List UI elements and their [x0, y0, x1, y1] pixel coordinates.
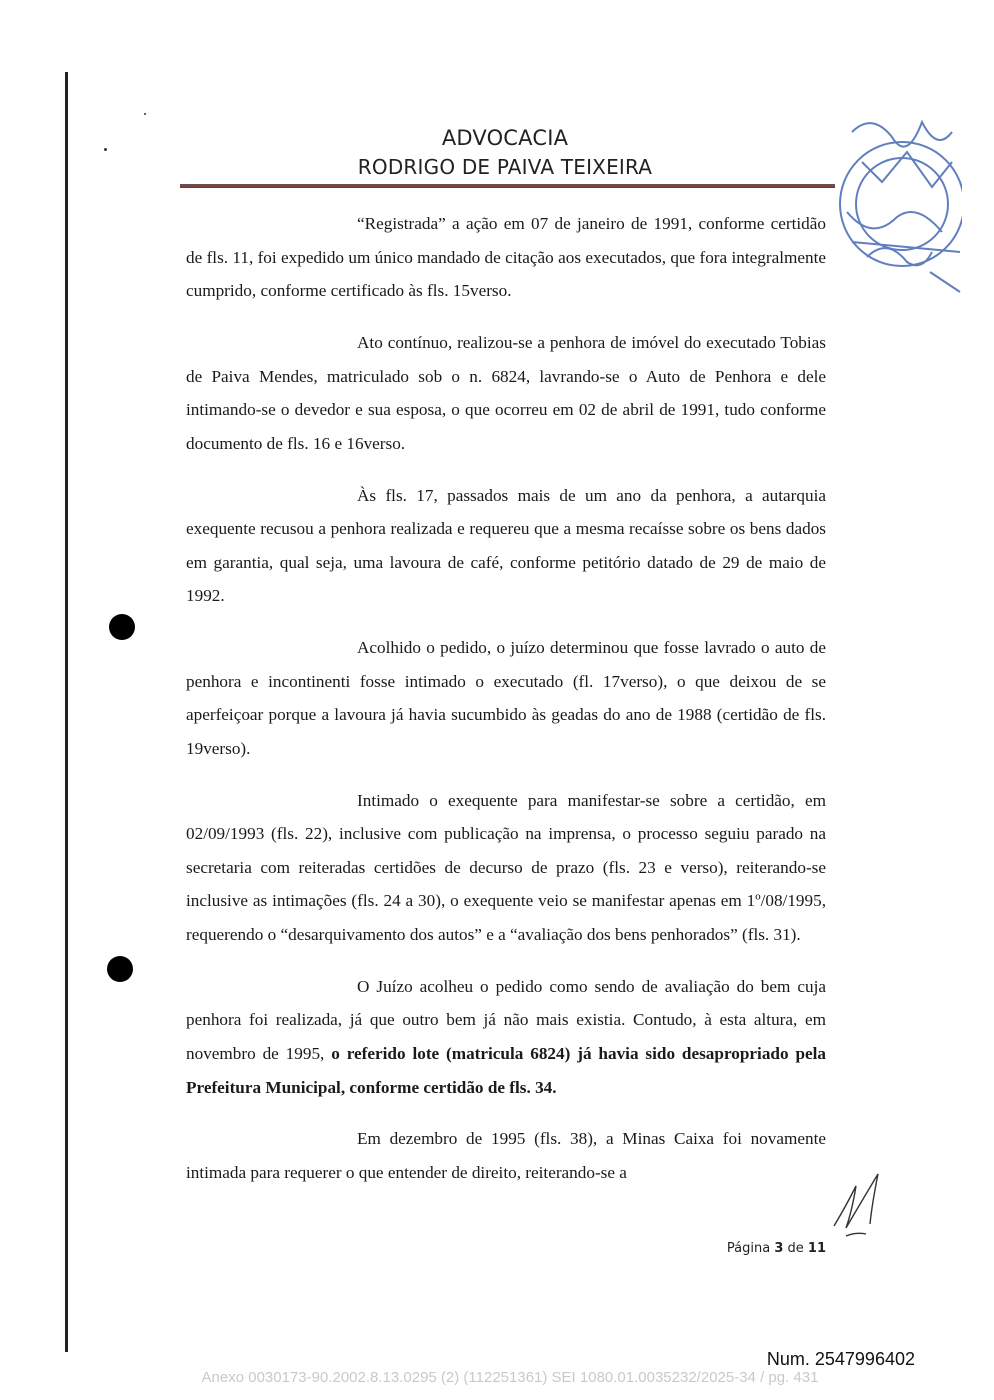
annex-footer: Anexo 0030173-90.2002.8.13.0295 (2) (112251361) SEI 1080.01.0035232/2025-34 / pg. 431: [201, 1369, 819, 1386]
paragraph: Acolhido o pedido, o juízo determinou que fosse lavrado o auto de penhora e incontinenti fosse intimado o executado (fl. 17verso), o que deixou de se aperfeiçoar porque a lavoura já havia sucumbido às geadas do ano de 1988 (certidão de fls. 19verso).: [186, 638, 826, 758]
paragraph: [186, 970, 826, 1104]
scan-speck: [104, 148, 107, 151]
scan-speck: [144, 113, 146, 115]
paragraph: “Registrada” a ação em 07 de janeiro de 1991, conforme certidão de fls. 11, foi expedido um único mandado de citação aos executados, que fora integralmente cumprido, conforme certificado às fls. 15verso.: [186, 214, 826, 301]
page-prefix: Página: [726, 1241, 771, 1256]
document-number: Num. 2547996402: [766, 1349, 915, 1369]
page-current: 3: [774, 1241, 784, 1256]
paragraph: Intimado o exequente para manifestar-se sobre a certidão, em 02/09/1993 (fls. 22), inclusive com publicação na imprensa, o processo seguiu parado na secretaria com reiteradas certidões de decurso de prazo (fls. 23 e verso), reiterando-se inclusive as intimações (fls. 24 a 30), o exequente veio se manifestar apenas em 1º/08/1995, requerendo o “desarquivamento dos autos” e a “avaliação dos bens penhorados” (fls. 31).: [186, 790, 826, 945]
letterhead-rule: [180, 184, 835, 188]
paragraph-bold-text: o referido lote (matricula 6824) já havia sido desapropriado pela Prefeitura Municipal, conforme certidão de fls. 34.: [186, 1044, 826, 1097]
left-margin-rule: [65, 72, 68, 1352]
punch-hole: [109, 614, 135, 640]
paragraph-text: O Juízo acolheu o pedido como sendo de avaliação do bem cuja penhora foi realizada, já que outro bem já não mais existia. Contudo, à esta altura, em novembro de 1995,: [186, 976, 826, 1063]
page-number: [600, 1241, 826, 1256]
page-total: 11: [807, 1241, 826, 1256]
letterhead-line1: ADVOCACIA: [441, 126, 569, 150]
page-sep: de: [787, 1241, 804, 1256]
letterhead-line2: RODRIGO DE PAIVA TEIXEIRA: [357, 155, 653, 179]
letterhead: [180, 124, 830, 182]
handwritten-signature: [826, 1166, 896, 1238]
court-seal-stamp: [812, 92, 962, 312]
paragraph: Em dezembro de 1995 (fls. 38), a Minas Caixa foi novamente intimada para requerer o que entender de direito, reiterando-se a: [186, 1129, 826, 1182]
paragraph: Ato contínuo, realizou-se a penhora de imóvel do executado Tobias de Paiva Mendes, matriculado sob o n. 6824, lavrando-se o Auto de Penhora e dele intimando-se o devedor e sua esposa, o que ocorreu em 02 de abril de 1991, tudo conforme documento de fls. 16 e 16verso.: [186, 332, 826, 453]
punch-hole: [107, 956, 133, 982]
document-body: [186, 207, 826, 1208]
paragraph: Às fls. 17, passados mais de um ano da penhora, a autarquia exequente recusou a penhora realizada e requereu que a mesma recaísse sobre os bens dados em garantia, qual seja, uma lavoura de café, conforme petitório datado de 29 de maio de 1992.: [186, 485, 826, 606]
